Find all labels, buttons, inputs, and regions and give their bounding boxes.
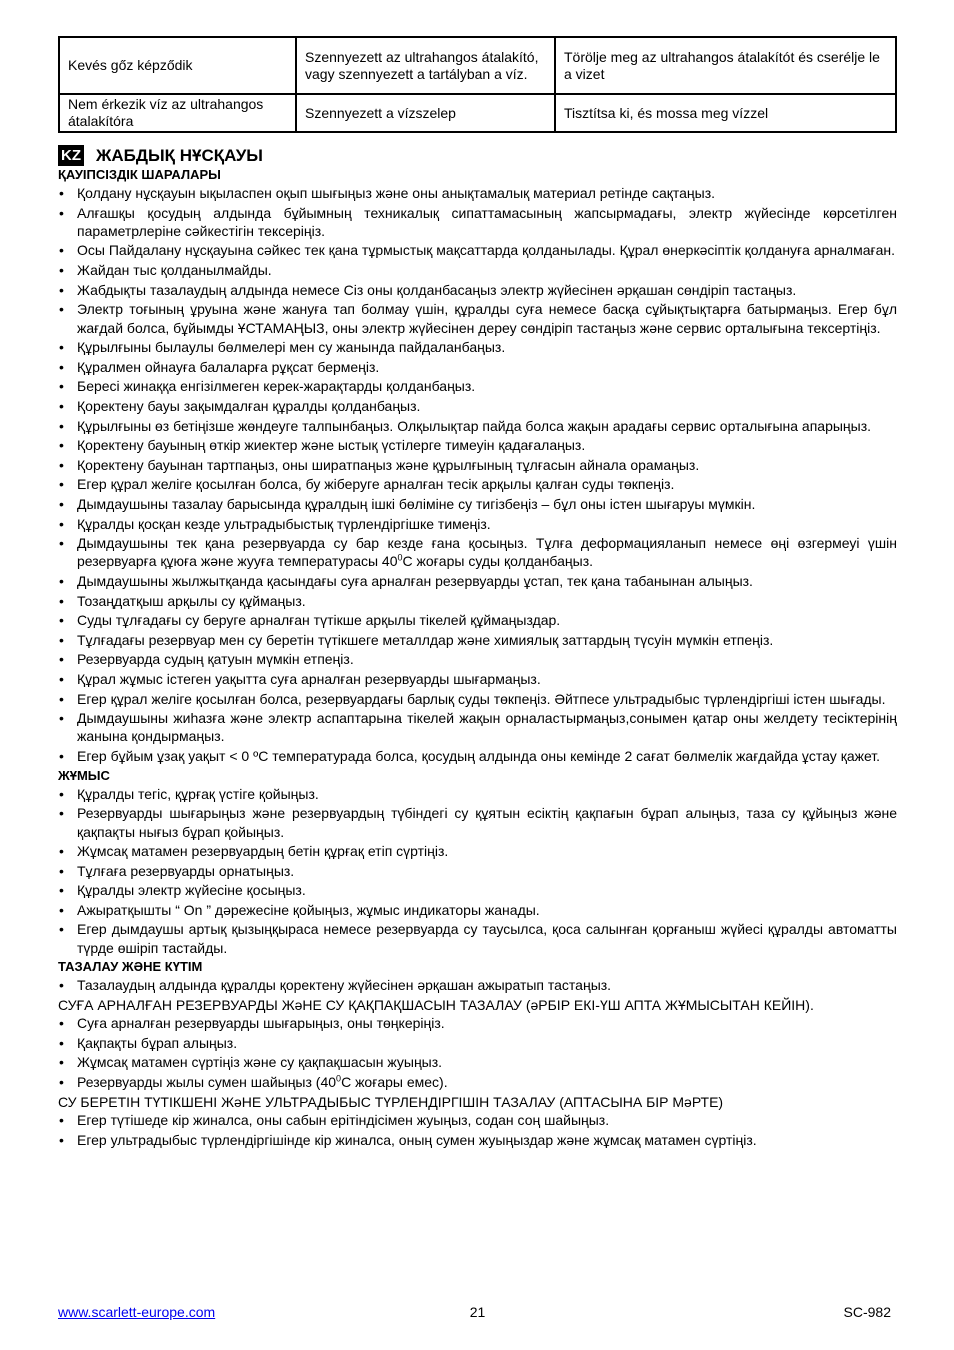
safety-list [58,184,897,765]
language-badge: KZ [58,145,84,166]
list-item: • Тозаңдатқыш арқылы су құймаңыз. [58,592,897,610]
troubleshooting-table [58,36,897,133]
safety-heading: ҚАУІПСІЗДІК ШАРАЛАРЫ [58,167,221,182]
list-item: • Егер құрал желіге қосылған болса, резервуардағы барлық суды төкпеңіз. Әйтпесе ультрадыбыс түрлендіргіші істен шығады. [58,690,897,708]
page-number: 21 [469,1304,486,1320]
website-link[interactable]: www.scarlett-europe.com [58,1304,216,1320]
list-item: • Суды тұлғадағы су беруге арналған түтікше арқылы тікелей құймаңыздар. [58,611,897,629]
table-cell: Szennyezett a vízszelep [296,94,555,132]
list-item: • Қоректену бауынан тартпаңыз, оны ширатпаңыз және құрылғының тұлғасын айнала орамаңыз. [58,456,897,474]
list-item: • Қолдану нұсқауын ықыласпен оқып шығыңыз және оны анықтамалық материал ретінде сақтаңыз. [58,184,897,202]
list-item: • Құралды қосқан кезде ультрадыбыстық түрлендіргішке тимеңіз. [58,515,897,533]
care-steps-list [58,1014,897,1091]
model-number: SC-982 [843,1304,891,1320]
list-item: • Алғашқы қосудың алдында бұйымның техникалық сипаттамасының жапсырмадағы, электр жүйесінде көрсетілген параметрлеріне сәйкестігін тексеріңіз. [58,204,897,241]
list-item-text: С жоғары емес). [341,1074,448,1091]
list-item: • Ажыратқышты “ On ” дәрежесіне қойыңыз, жұмыс индикаторы жанады. [58,901,897,919]
list-item: • Құралды тегіс, құрғақ үстіге қойыңыз. [58,785,897,803]
list-item: • Суға арналған резервуарды шығарыңыз, оны төңкеріңіз. [58,1014,897,1032]
list-item: • Осы Пайдалану нұсқауына сәйкес тек қана тұрмыстық мақсаттарда қолданылады. Құрал өнеркәсіптік қолдануға арналмаған. [58,241,897,259]
table-row [59,37,896,94]
table-cell: Szennyezett az ultrahangos átalakító, vagy szennyezett a tartályban a víz. [296,37,555,94]
list-item: • Егер құрал желіге қосылған болса, бу жіберуге арналған тесік арқылы қалған суды төкпеңіз. [58,475,897,493]
list-item: • Құралды электр жүйесіне қосыңыз. [58,881,897,899]
list-item: • Тұлғадағы резервуар мен су беретін түтікшеге металлдар және химиялық заттардың түсуін мүмкін етпеңіз. [58,631,897,649]
list-item: • Бересі жинаққа енгізілмеген керек-жарақтарды қолданбаңыз. [58,377,897,395]
list-item: • Егер ультрадыбыс түрлендіргішінде кір жиналса, оның сумен жуыңыздар және жұмсақ матамен сүртіңіз. [58,1131,897,1149]
table-cell: Nem érkezik víz az ultrahangos átalakítóra [59,94,296,132]
list-item [58,1073,897,1091]
page-title: ЖАБДЫҚ НҰСҚАУЫ [96,145,263,165]
list-item: • Құрал жұмыс істеген уақытта суға арналған резервуарды шығармаңыз. [58,670,897,688]
list-item: • Жабдықты тазалаудың алдында немесе Сіз оны қолданбасаңыз электр жүйесінен әрқашан сөндіріп тастаңыз. [58,281,897,299]
list-item: • Тазалаудың алдында құралды қоректену жүйесінен әрқашан ажыратып тастаңыз. [58,976,897,994]
list-item: • Жайдан тыс қолданылмайды. [58,261,897,279]
list-item: • Дымдаушыны тазалау барысында құралдың ішкі бөліміне су тигізбеңіз – бұл оны істен шығаруы мүмкін. [58,495,897,513]
list-item: • Құралмен ойнауға балаларға рұқсат бермеңіз. [58,358,897,376]
list-item: • Қоректену бауы зақымдалған құралды қолданбаңыз. [58,397,897,415]
table-cell: Törölje meg az ultrahangos átalakítót és cserélje le a vizet [555,37,896,94]
list-item-text: С жоғары суды қолданбаңыз. [402,553,594,570]
work-list [58,785,897,957]
page-content [58,36,897,1150]
list-item: • Егер дымдаушы артық қызыңқыраса немесе резервуарда су таусылса, қоса салынған қорғаныш жүйесі құралды автоматты түрде өшіріп тастайды. [58,920,897,957]
degree-superscript: 0 [336,1073,342,1084]
list-item: • Қақпақты бұрап алыңыз. [58,1034,897,1052]
list-item: • Тұлғаға резервуарды орнатыңыз. [58,862,897,880]
list-item: • Егер бұйым ұзақ уақыт < 0 ºC температурада болса, қосудың алдында оны кемінде 2 сағат бөлмелік жағдайда ұстау қажет. [58,747,897,765]
list-item: • Жұмсақ матамен сүртіңіз және су қақпақшасын жуыңыз. [58,1053,897,1071]
list-item: • Дымдаушыны жиһазға және электр аспаптарына тікелей жақын орналастырмаңыз,сонымен қатар оны желдету тесіктерінің жанына қондырмаңыз. [58,709,897,746]
work-heading: ЖҰМЫС [58,767,110,783]
care-subheading: СУҒА АРНАЛҒАН РЕЗЕРВУАРДЫ ЖәНЕ СУ ҚАҚПАҚШАСЫН ТАЗАЛАУ (әРБІР ЕКІ-ҮШ АПТА ЖҰМЫСЫТАН КЕЙІН). [58,996,814,1013]
list-item: • Құрылғыны өз бетіңізше жөндеуге талпынбаңыз. Олқылықтар пайда болса жақын арадағы сервис орталығына апарыңыз. [58,417,897,435]
list-item-text: Резервуарды жылы сумен шайыңыз (40 [77,1074,337,1091]
table-cell: Tisztítsa ki, és mossa meg vízzel [555,94,896,132]
table-cell: Kevés gőz képződik [59,37,296,94]
list-item: • Қоректену бауының өткір жиектер және ыстық үстілерге тимеуін қадағалаңыз. [58,436,897,454]
list-item: • Электр тоғының ұруына және жануға тап болмау үшін, құралды суға немесе басқа сұйықтықтарға батырмаңыз. Егер бұл жағдай болса, бұйымды ҰСТАМАҢЫЗ, оны электр жүйесінен дереу сөндіріп тастаңыз және сервис орталығына тексертіңіз. [58,300,897,337]
degree-superscript: 0 [397,552,403,563]
care-subheading: СУ БЕРЕТІН ТҮТІКШЕНІ ЖәНЕ УЛЬТРАДЫБЫС ТҮРЛЕНДІРГІШІН ТАЗАЛАУ (АПТАСЫНА БІР МәРТЕ) [58,1093,724,1110]
list-item: • Резервуарды шығарыңыз және резервуардың түбіндегі су құятын есіктің қақпағын бұрап алыңыз, таза су құйыңыз және қақпақты нығыз бұрап қойыңыз. [58,804,897,841]
list-item [58,534,897,571]
care-heading: ТАЗАЛАУ ЖӘНЕ КҮТІМ [58,959,203,975]
list-item: • Құрылғыны былаулы бөлмелері мен су жанында пайдаланбаңыз. [58,338,897,356]
list-item-text: Дымдаушыны тек қана резервуарда су бар кезде ғана қосыңыз. Тұлға деформацияланып немесе өңі өзгермеуі үшін резервуарға құюға және жууға температурасы 40 [77,535,897,570]
section-title [58,145,897,166]
list-item: • Егер түтішеде кір жиналса, оны сабын ерітіндісімен жуыңыз, содан соң шайыңыз. [58,1111,897,1129]
care-steps-list [58,1111,897,1149]
table-row [59,94,896,132]
list-item: • Резервуарда судың қатуын мүмкін етпеңіз. [58,650,897,668]
care-list [58,976,897,994]
list-item: • Дымдаушыны жылжытқанда қасындағы суға арналған резервуарды ұстап, тек қана табанынан алыңыз. [58,572,897,590]
list-item: • Жұмсақ матамен резервуардың бетін құрғақ етіп сүртіңіз. [58,842,897,860]
